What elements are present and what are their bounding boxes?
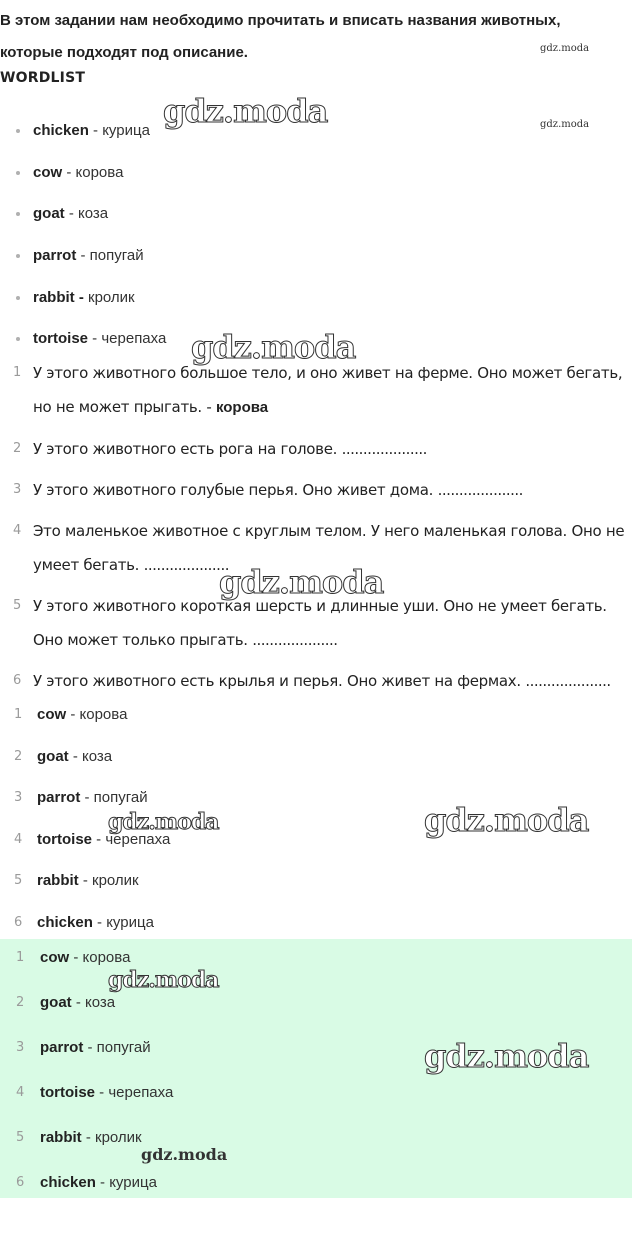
item-number: 3 bbox=[13, 482, 21, 497]
translation: - курица bbox=[88, 122, 150, 139]
task-item bbox=[0, 664, 632, 698]
task-text: У этого животного есть рога на голове. bbox=[33, 440, 342, 458]
bullet-icon bbox=[16, 212, 20, 216]
item-number: 2 bbox=[16, 995, 25, 1010]
english-word: chicken bbox=[33, 122, 89, 139]
answer-blank: .................... bbox=[341, 440, 427, 458]
task-answer: корова bbox=[215, 399, 269, 416]
english-word: parrot bbox=[33, 247, 77, 265]
wordlist-title: WORDLIST bbox=[0, 70, 86, 86]
translation: - курица bbox=[92, 913, 154, 931]
english-word: cow bbox=[37, 706, 67, 723]
bullet-icon bbox=[16, 129, 20, 133]
answer-blank: .................... bbox=[143, 556, 229, 574]
answer-item bbox=[0, 903, 170, 945]
list-item bbox=[0, 237, 620, 279]
answer-item bbox=[0, 737, 170, 779]
bullet-icon bbox=[16, 254, 20, 258]
watermark: gdz.moda bbox=[191, 328, 356, 366]
watermark: gdz.moda bbox=[424, 801, 589, 839]
task-item bbox=[0, 356, 632, 425]
answer-blank: .................... bbox=[525, 672, 611, 690]
intro-text: В этом задании нам необходимо прочитать и вписать названия животных, которые подходят под описание. bbox=[0, 12, 561, 61]
english-word: tortoise bbox=[37, 830, 93, 848]
answer-item bbox=[0, 861, 170, 903]
english-word: goat bbox=[40, 994, 72, 1011]
task-text: У этого животного есть крылья и перья. Оно живет на фермах. bbox=[33, 672, 526, 690]
translation: - попугай bbox=[76, 247, 144, 265]
english-word: rabbit bbox=[37, 872, 79, 889]
english-word: chicken bbox=[37, 913, 93, 931]
watermark: gdz.moda bbox=[424, 1037, 589, 1075]
task-item bbox=[0, 473, 632, 507]
english-word: rabbit bbox=[40, 1129, 82, 1146]
translation: - кролик bbox=[78, 872, 139, 889]
task-list bbox=[0, 356, 632, 705]
list-item bbox=[0, 195, 620, 237]
watermark: gdz.moda bbox=[141, 1145, 228, 1164]
item-number: 4 bbox=[13, 523, 21, 538]
translation: - попугай bbox=[80, 789, 148, 806]
task-text: У этого животного большое тело, и оно живет на ферме. Оно может бегать, но не может прыгать. - bbox=[33, 364, 623, 416]
english-word: goat bbox=[33, 205, 65, 223]
item-number: 1 bbox=[14, 707, 23, 722]
task-item bbox=[0, 432, 632, 466]
translation: - черепаха bbox=[88, 330, 167, 348]
item-number: 3 bbox=[16, 1040, 25, 1055]
translation: - коза bbox=[68, 747, 113, 765]
item-number: 5 bbox=[16, 1130, 25, 1145]
task-text: У этого животного короткая шерсть и длинные уши. Оно не умеет бегать. Оно может только прыгать. bbox=[33, 597, 607, 649]
english-word: cow bbox=[40, 949, 70, 966]
translation: - черепаха bbox=[92, 830, 171, 848]
english-word: parrot bbox=[40, 1039, 84, 1056]
translation: - попугай bbox=[83, 1039, 151, 1056]
translation: - коза bbox=[71, 994, 116, 1011]
task-text: У этого животного голубые перья. Оно живет дома. bbox=[33, 481, 438, 499]
english-word: parrot bbox=[37, 789, 81, 806]
wordlist bbox=[0, 112, 620, 362]
item-number: 1 bbox=[16, 950, 25, 965]
item-number: 4 bbox=[14, 831, 23, 847]
item-number: 6 bbox=[13, 673, 21, 688]
item-number: 5 bbox=[13, 598, 21, 613]
item-number: 6 bbox=[16, 1175, 25, 1190]
translation: - корова bbox=[69, 949, 131, 966]
item-number: 1 bbox=[13, 365, 21, 380]
item-number: 4 bbox=[16, 1085, 25, 1100]
translation: - кролик bbox=[81, 1129, 142, 1146]
task-text: Это маленькое животное с круглым телом. У него маленькая голова. Оно не умеет бегать. bbox=[33, 522, 625, 574]
translation: - коза bbox=[64, 205, 109, 223]
bullet-icon bbox=[16, 171, 20, 175]
watermark: gdz.moda bbox=[108, 809, 219, 835]
watermark: gdz.moda bbox=[540, 43, 590, 54]
watermark: gdz.moda bbox=[219, 563, 384, 601]
answer-item bbox=[0, 695, 170, 737]
english-word: tortoise bbox=[40, 1084, 96, 1101]
answer-blank: .................... bbox=[437, 481, 523, 499]
list-item bbox=[0, 279, 620, 321]
english-word: rabbit - bbox=[33, 288, 84, 306]
item-number: 3 bbox=[14, 790, 23, 805]
bullet-icon bbox=[16, 337, 20, 341]
answer-blank: .................... bbox=[252, 631, 338, 649]
english-word: tortoise bbox=[33, 330, 89, 348]
watermark: gdz.moda bbox=[540, 119, 590, 130]
translation: - курица bbox=[95, 1174, 157, 1191]
answer-item bbox=[0, 1164, 173, 1209]
bullet-icon bbox=[16, 296, 20, 300]
english-word: goat bbox=[37, 747, 69, 765]
item-number: 6 bbox=[14, 914, 23, 930]
answer-item bbox=[0, 1074, 173, 1119]
item-number: 5 bbox=[14, 873, 23, 888]
item-number: 2 bbox=[14, 748, 23, 764]
translation: - корова bbox=[62, 163, 124, 181]
item-number: 2 bbox=[13, 441, 21, 456]
watermark: gdz.moda bbox=[163, 92, 328, 130]
english-word: chicken bbox=[40, 1174, 96, 1191]
watermark: gdz.moda bbox=[108, 967, 219, 993]
answer-item bbox=[0, 1029, 173, 1074]
translation: - черепаха bbox=[95, 1084, 174, 1101]
translation: кролик bbox=[83, 288, 135, 306]
list-item bbox=[0, 154, 620, 196]
translation: - корова bbox=[66, 706, 128, 723]
english-word: cow bbox=[33, 163, 63, 181]
